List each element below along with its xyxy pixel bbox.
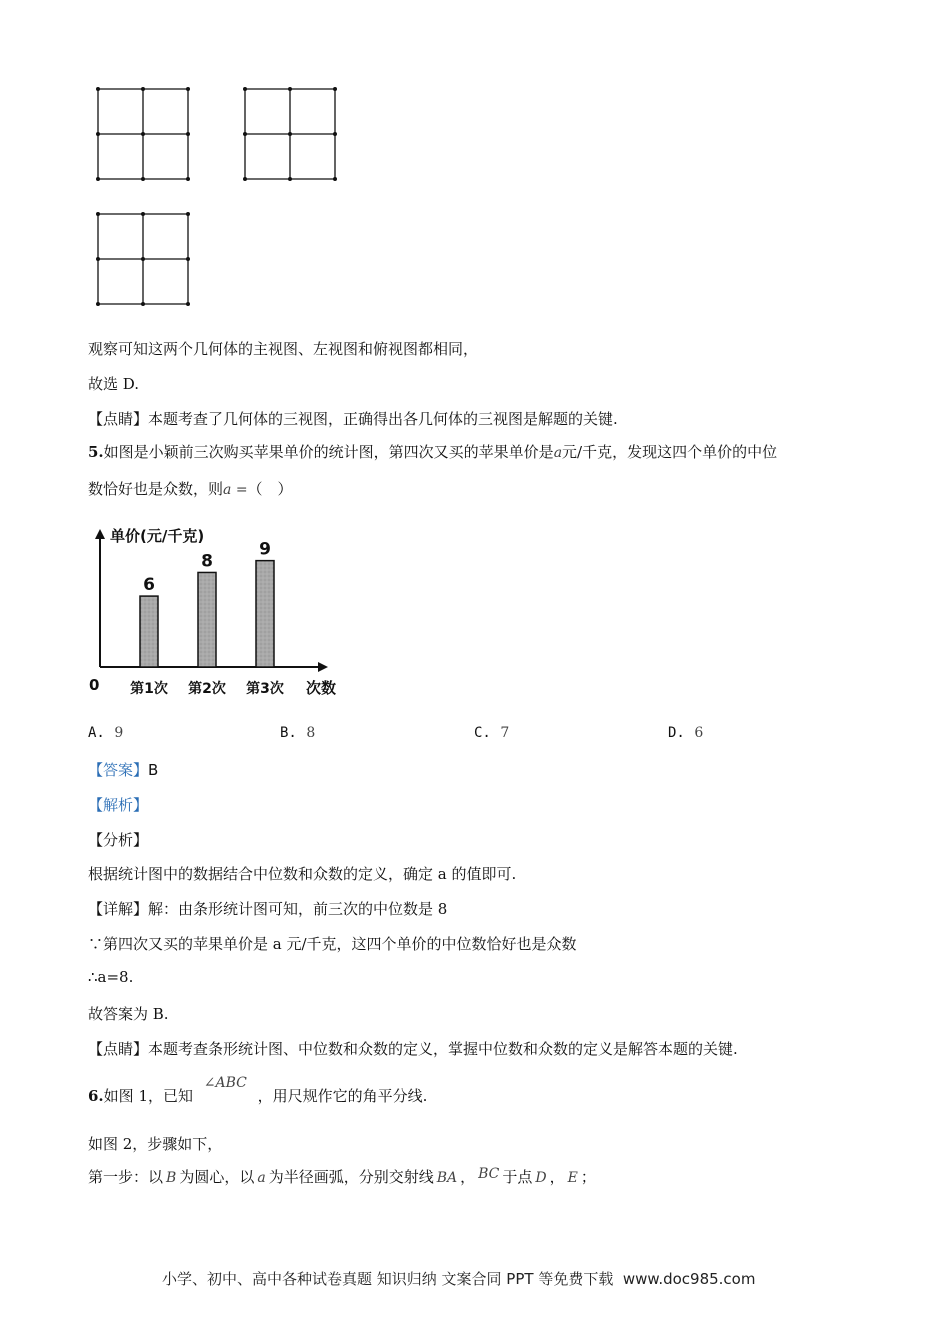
option-b[interactable]: B. 8 xyxy=(280,725,316,741)
therefore-line: ∴a=8. xyxy=(88,968,134,986)
option-a[interactable]: A. 9 xyxy=(88,725,124,741)
angle-abc: ∠ABC xyxy=(203,1075,247,1091)
detail-line: 【详解】解：由条形统计图可知，前三次的中位数是 8 xyxy=(88,900,448,918)
answer-tag: 【答案】 xyxy=(88,761,149,779)
so-line: 故答案为 B. xyxy=(88,1005,169,1023)
observation-text: 观察可知这两个几何体的主视图、左视图和俯视图都相同， xyxy=(88,340,479,358)
footer xyxy=(162,1268,755,1289)
detail-tag: 【详解】 xyxy=(88,900,149,918)
q5-number: 5. xyxy=(88,443,104,461)
q4-comment: 【点睛】本题考查了几何体的三视图，正确得出各几何体的三视图是解题的关键. xyxy=(88,410,618,428)
fenxi-text: 根据统计图中的数据结合中位数和众数的定义，确定 a 的值即可. xyxy=(88,865,517,883)
bar-1 xyxy=(140,596,158,667)
q6-number: 6. xyxy=(88,1087,104,1105)
q6-stem-line1: 6.如图 1，已知 ∠ABC ，用尺规作它的角平分线. xyxy=(88,1075,428,1105)
y-axis-label: 单价(元/千克) xyxy=(110,527,205,545)
equation-a: a = xyxy=(223,482,248,498)
answer-value: B xyxy=(148,761,159,779)
y-axis-arrow xyxy=(95,529,105,539)
fenxi-tag: 【分析】 xyxy=(88,831,149,849)
bar-value-label-1: 6 xyxy=(143,575,155,596)
bar-3 xyxy=(256,561,274,667)
bar-value-label-3: 9 xyxy=(259,539,271,560)
q5-stem-line2: 数恰好也是众数，则a =（ ） xyxy=(88,480,293,498)
origin-label: 0 xyxy=(89,676,100,694)
q5-stem-line1: 5.如图是小颖前三次购买苹果单价的统计图，第四次又买的苹果单价是a元/千克，发现这四个单价的中位 xyxy=(88,443,778,461)
price-bar-chart xyxy=(80,515,370,705)
q6-step1: 第一步：以 B 为圆心，以 a 为半径画弧，分别交射线 BA ， BC 于点 D ， E ； xyxy=(88,1166,596,1186)
choose-d-text: 故选 D. xyxy=(88,375,140,393)
footer-url[interactable]: www.doc985.com xyxy=(622,1270,756,1288)
var-a: a xyxy=(553,445,563,461)
q5-comment: 【点睛】本题考查条形统计图、中位数和众数的定义，掌握中位数和众数的定义是解答本题的关键. xyxy=(88,1040,738,1058)
x-axis-arrow xyxy=(318,662,328,672)
x-axis-label: 次数 xyxy=(306,679,337,697)
bar-2 xyxy=(198,572,216,667)
option-c[interactable]: C. 7 xyxy=(474,725,510,741)
q6-stem-line2: 如图 2，步骤如下， xyxy=(88,1135,223,1153)
category-label-3: 第3次 xyxy=(246,681,284,697)
bar-value-label-2: 8 xyxy=(201,551,213,572)
category-label-1: 第1次 xyxy=(130,681,168,697)
front-view-grid xyxy=(94,85,194,185)
category-label-2: 第2次 xyxy=(188,681,226,697)
side-view-grid xyxy=(241,85,341,185)
option-d[interactable]: D. 6 xyxy=(668,725,704,741)
because-line: ∵第四次又买的苹果单价是 a 元/千克，这四个单价的中位数恰好也是众数 xyxy=(88,935,577,953)
analysis-tag: 【解析】 xyxy=(88,796,149,814)
answer-line xyxy=(88,759,158,780)
footer-text: 小学、初中、高中各种试卷真题 知识归纳 文案合同 PPT 等免费下载 xyxy=(162,1270,614,1288)
top-view-grid xyxy=(94,210,194,310)
